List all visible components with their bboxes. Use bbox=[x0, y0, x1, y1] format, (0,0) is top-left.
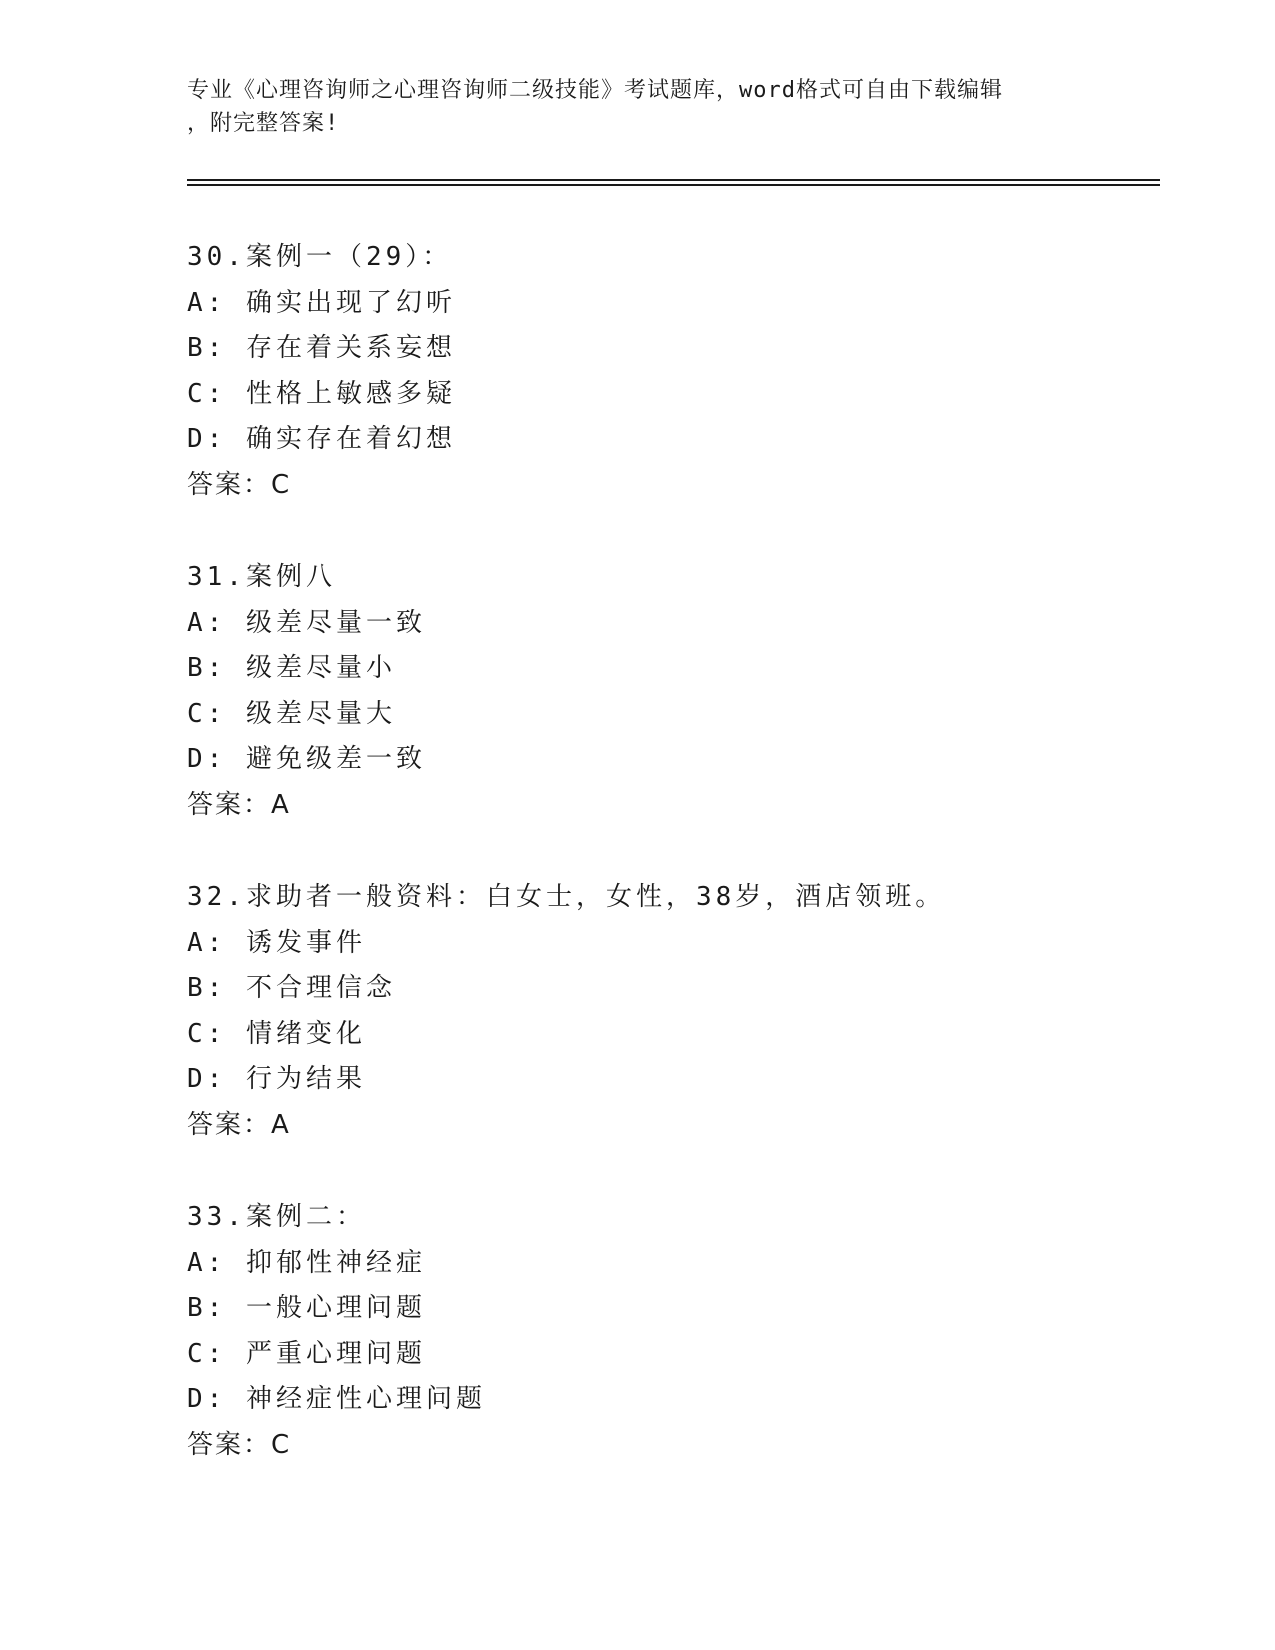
question-stem: 32.求助者一般资料：白女士，女性，38岁，酒店领班。 bbox=[187, 882, 946, 912]
header-divider-bottom bbox=[187, 184, 1160, 186]
option-d: D: 行为结果 bbox=[187, 1064, 366, 1094]
option-a: A: 诱发事件 bbox=[187, 927, 366, 958]
header-divider-top bbox=[187, 179, 1160, 181]
question-stem: 30.案例一（29）： bbox=[187, 242, 453, 272]
answer-line: 答案：C bbox=[187, 469, 292, 500]
option-c: C: 性格上敏感多疑 bbox=[187, 378, 456, 409]
header-line-1: 专业《心理咨询师之心理咨询师二级技能》考试题库，word格式可自由下载编辑 bbox=[187, 78, 1003, 103]
option-b: B: 一般心理问题 bbox=[187, 1293, 426, 1323]
document-header bbox=[187, 74, 1087, 140]
answer-line: 答案：C bbox=[187, 1429, 292, 1460]
answer-line: 答案：A bbox=[187, 1109, 291, 1140]
option-c: C: 级差尽量大 bbox=[187, 698, 396, 729]
answer-line: 答案：A bbox=[187, 789, 291, 820]
header-line-2: ，附完整答案! bbox=[187, 111, 340, 136]
question-33 bbox=[187, 1195, 1147, 1468]
option-a: A: 抑郁性神经症 bbox=[187, 1247, 426, 1278]
option-d: D: 神经症性心理问题 bbox=[187, 1384, 486, 1414]
option-b: B: 不合理信念 bbox=[187, 973, 396, 1003]
option-d: D: 确实存在着幻想 bbox=[187, 424, 456, 454]
question-30 bbox=[187, 235, 1147, 508]
question-stem: 31.案例八 bbox=[187, 562, 336, 592]
option-a: A: 级差尽量一致 bbox=[187, 607, 426, 638]
option-c: C: 情绪变化 bbox=[187, 1018, 366, 1049]
option-c: C: 严重心理问题 bbox=[187, 1338, 426, 1369]
question-32 bbox=[187, 875, 1147, 1148]
option-d: D: 避免级差一致 bbox=[187, 744, 426, 774]
option-b: B: 级差尽量小 bbox=[187, 653, 396, 683]
option-a: A: 确实出现了幻听 bbox=[187, 287, 456, 318]
question-31 bbox=[187, 555, 1147, 828]
question-stem: 33.案例二： bbox=[187, 1202, 366, 1232]
option-b: B: 存在着关系妄想 bbox=[187, 333, 456, 363]
